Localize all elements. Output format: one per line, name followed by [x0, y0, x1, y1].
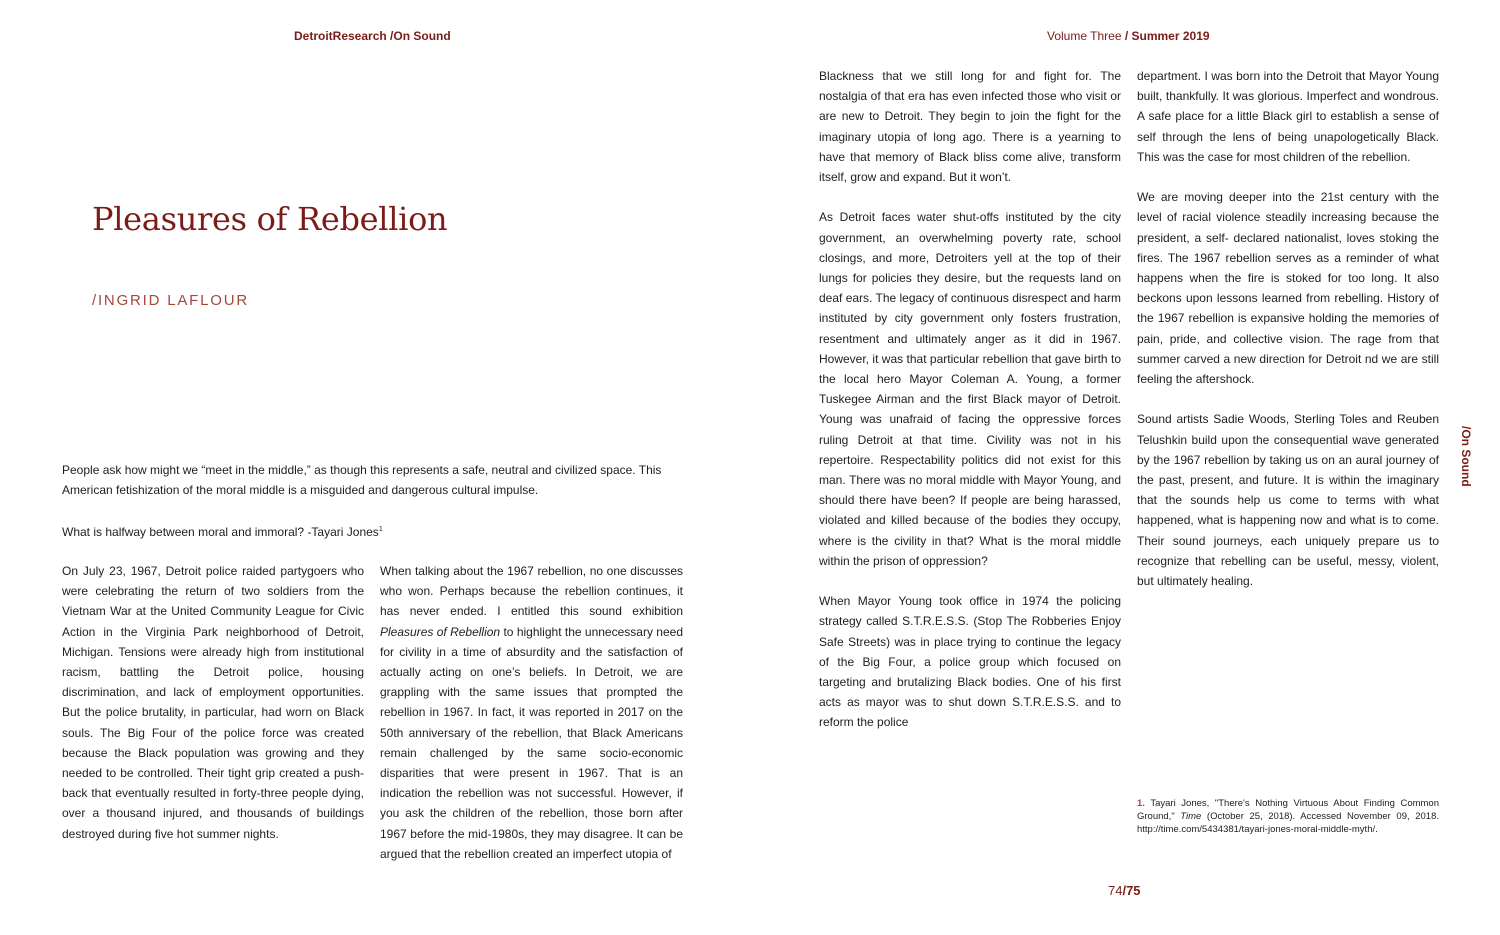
body-paragraph: department. I was born into the Detroit that Mayor Young built, thankfully. It was glorious. Imperfect and wondrous. A safe place for a little Black girl to establish a sense of self through the lens of being unapologetically Black. This was the case for most children of the rebellion. — [1137, 69, 1439, 164]
body-column-4 — [1137, 66, 1439, 591]
footnote-publication: Time — [1180, 811, 1202, 822]
issue-label: / Summer 2019 — [1124, 29, 1210, 43]
article-title: Pleasures of Rebellion — [92, 200, 448, 238]
body-paragraph: We are moving deeper into the 21st century with the level of racial violence steadily increasing because the president, a self- declared nationalist, loves stoking the fires. The 1967 rebellion serves as a reminder of what happens when the fire is stoked for too long. It also beckons upon lessons learned from rebelling. History of the 1967 rebellion is expansive holding the memories of pain, pride, and collective vision. The rage from that summer carved a new direction for Detroit nd we are still feeling the aftershock. — [1137, 190, 1439, 387]
body-paragraph — [380, 561, 683, 864]
page-number-right: /75 — [1122, 883, 1141, 898]
running-header-right — [1047, 29, 1210, 43]
body-paragraph: On July 23, 1967, Detroit police raided partygoers who were celebrating the return of two soldiers from the Vietnam War at the United Community League for Civic Action in the Virginia Park neighborhood of Detroit, Michigan. Tensions were already high from institutional racism, battling the Detroit police, housing discrimination, and lack of employment opportunities. But the police brutality, in particular, had worn on Black souls. The Big Four of the police force was created because the Black population was growing and they needed to be controlled. Their tight grip created a push-back that eventually resulted in forty-three people dying, over a thousand injured, and thousands of buildings destroyed during five hot summer nights. — [62, 564, 364, 841]
volume-label: Volume Three — [1047, 29, 1122, 43]
epigraph-quote — [62, 520, 682, 542]
body-text: When talking about the 1967 rebellion, no one discusses who won. Perhaps because the rebellion continues, it has never ended. I entitled this sound exhibition — [380, 564, 683, 619]
body-column-2 — [380, 561, 683, 864]
intro-paragraph: People ask how might we “meet in the middle,” as though this represents a safe, neutral and civilized space. This American fetishization of the moral middle is a misguided and dangerous cultural impulse. — [62, 463, 662, 498]
body-column-1 — [62, 561, 364, 844]
body-paragraph: Sound artists Sadie Woods, Sterling Toles and Reuben Telushkin build upon the consequential wave generated by the 1967 rebellion by taking us on an aural journey of the past, present, and future. It is within the imaginary that the sounds help us come to terms with what happened, what is happening now and what is to come. Their sound journeys, each uniquely prepare us to recognize that rebelling can be useful, messy, violent, but ultimately healing. — [1137, 412, 1439, 589]
footnote-number: 1. — [1137, 798, 1145, 809]
page-numbers — [1108, 883, 1141, 898]
section-side-label: /On Sound — [1459, 426, 1473, 487]
body-text: to highlight the unnecessary need for civility in a time of absurdity and the satisfaction of actually acting on one’s beliefs. In Detroit, we are grappling with the same issues that prompted the rebellion in 1967. In fact, it was reported in 2017 on the 50th anniversary of the rebellion, that Black Americans remain challenged by the same socio-economic disparities that were present in 1967. That is an indication the rebellion was not successful. However, if you ask the children of the rebellion, those born after 1967 before the mid-1980s, they may disagree. It can be argued that the rebellion created an imperfect utopia of — [380, 624, 683, 861]
article-author: /INGRID LAFLOUR — [92, 292, 250, 309]
body-paragraph: As Detroit faces water shut-offs instituted by the city government, an overwhelming poverty rate, school closings, and more, Detroiters yell at the top of their lungs for policies they desire, but the requests land on deaf ears. The legacy of continuous disrespect and harm instituted by city government only fosters frustration, resentment and ultimately anger as it did in 1967. However, it was that particular rebellion that gave birth to the local hero Mayor Coleman A. Young, a former Tuskegee Airman and the first Black mayor of Detroit. Young was unafraid of facing the oppressive forces ruling Detroit at that time. Civility was not in his repertoire. Respectability politics did not exist for this man. There was no moral middle with Mayor Young, and should there have been? If people are being harassed, violated and killed because of the bodies they occupy, where is the civility in that? What is the moral middle within the prison of oppression? — [819, 210, 1121, 568]
footnote — [1137, 797, 1439, 836]
page-number-left: 74 — [1108, 883, 1123, 898]
body-column-3 — [819, 66, 1121, 733]
running-header-left: DetroitResearch /On Sound — [294, 29, 451, 43]
body-paragraph: Blackness that we still long for and fight for. The nostalgia of that era has even infected those who visit or are new to Detroit. They begin to join the fight for the imaginary utopia of long ago. There is a yearning to have that memory of Black bliss come alive, transform itself, grow and expand. But it won’t. — [819, 69, 1121, 185]
footnote-text-end: (October 25, 2018). Accessed November 09, 2018. http://time.com/5434381/tayari-jones-moral-middle-myth/. — [1137, 811, 1439, 835]
exhibition-title: Pleasures of Rebellion — [380, 624, 501, 639]
epigraph-text: What is halfway between moral and immoral? -Tayari Jones — [62, 525, 379, 539]
footnote-ref: 1 — [378, 526, 383, 533]
body-paragraph: When Mayor Young took office in 1974 the policing strategy called S.T.R.E.S.S. (Stop The Robberies Enjoy Safe Streets) was in place trying to continue the legacy of the Big Four, a police group which focused on targeting and brutalizing Black bodies. One of his first acts as mayor was to shut down S.T.R.E.S.S. and to reform the police — [819, 594, 1121, 730]
footnote-text: Tayari Jones, "There's Nothing Virtuous About Finding Common Ground," — [1137, 798, 1439, 822]
